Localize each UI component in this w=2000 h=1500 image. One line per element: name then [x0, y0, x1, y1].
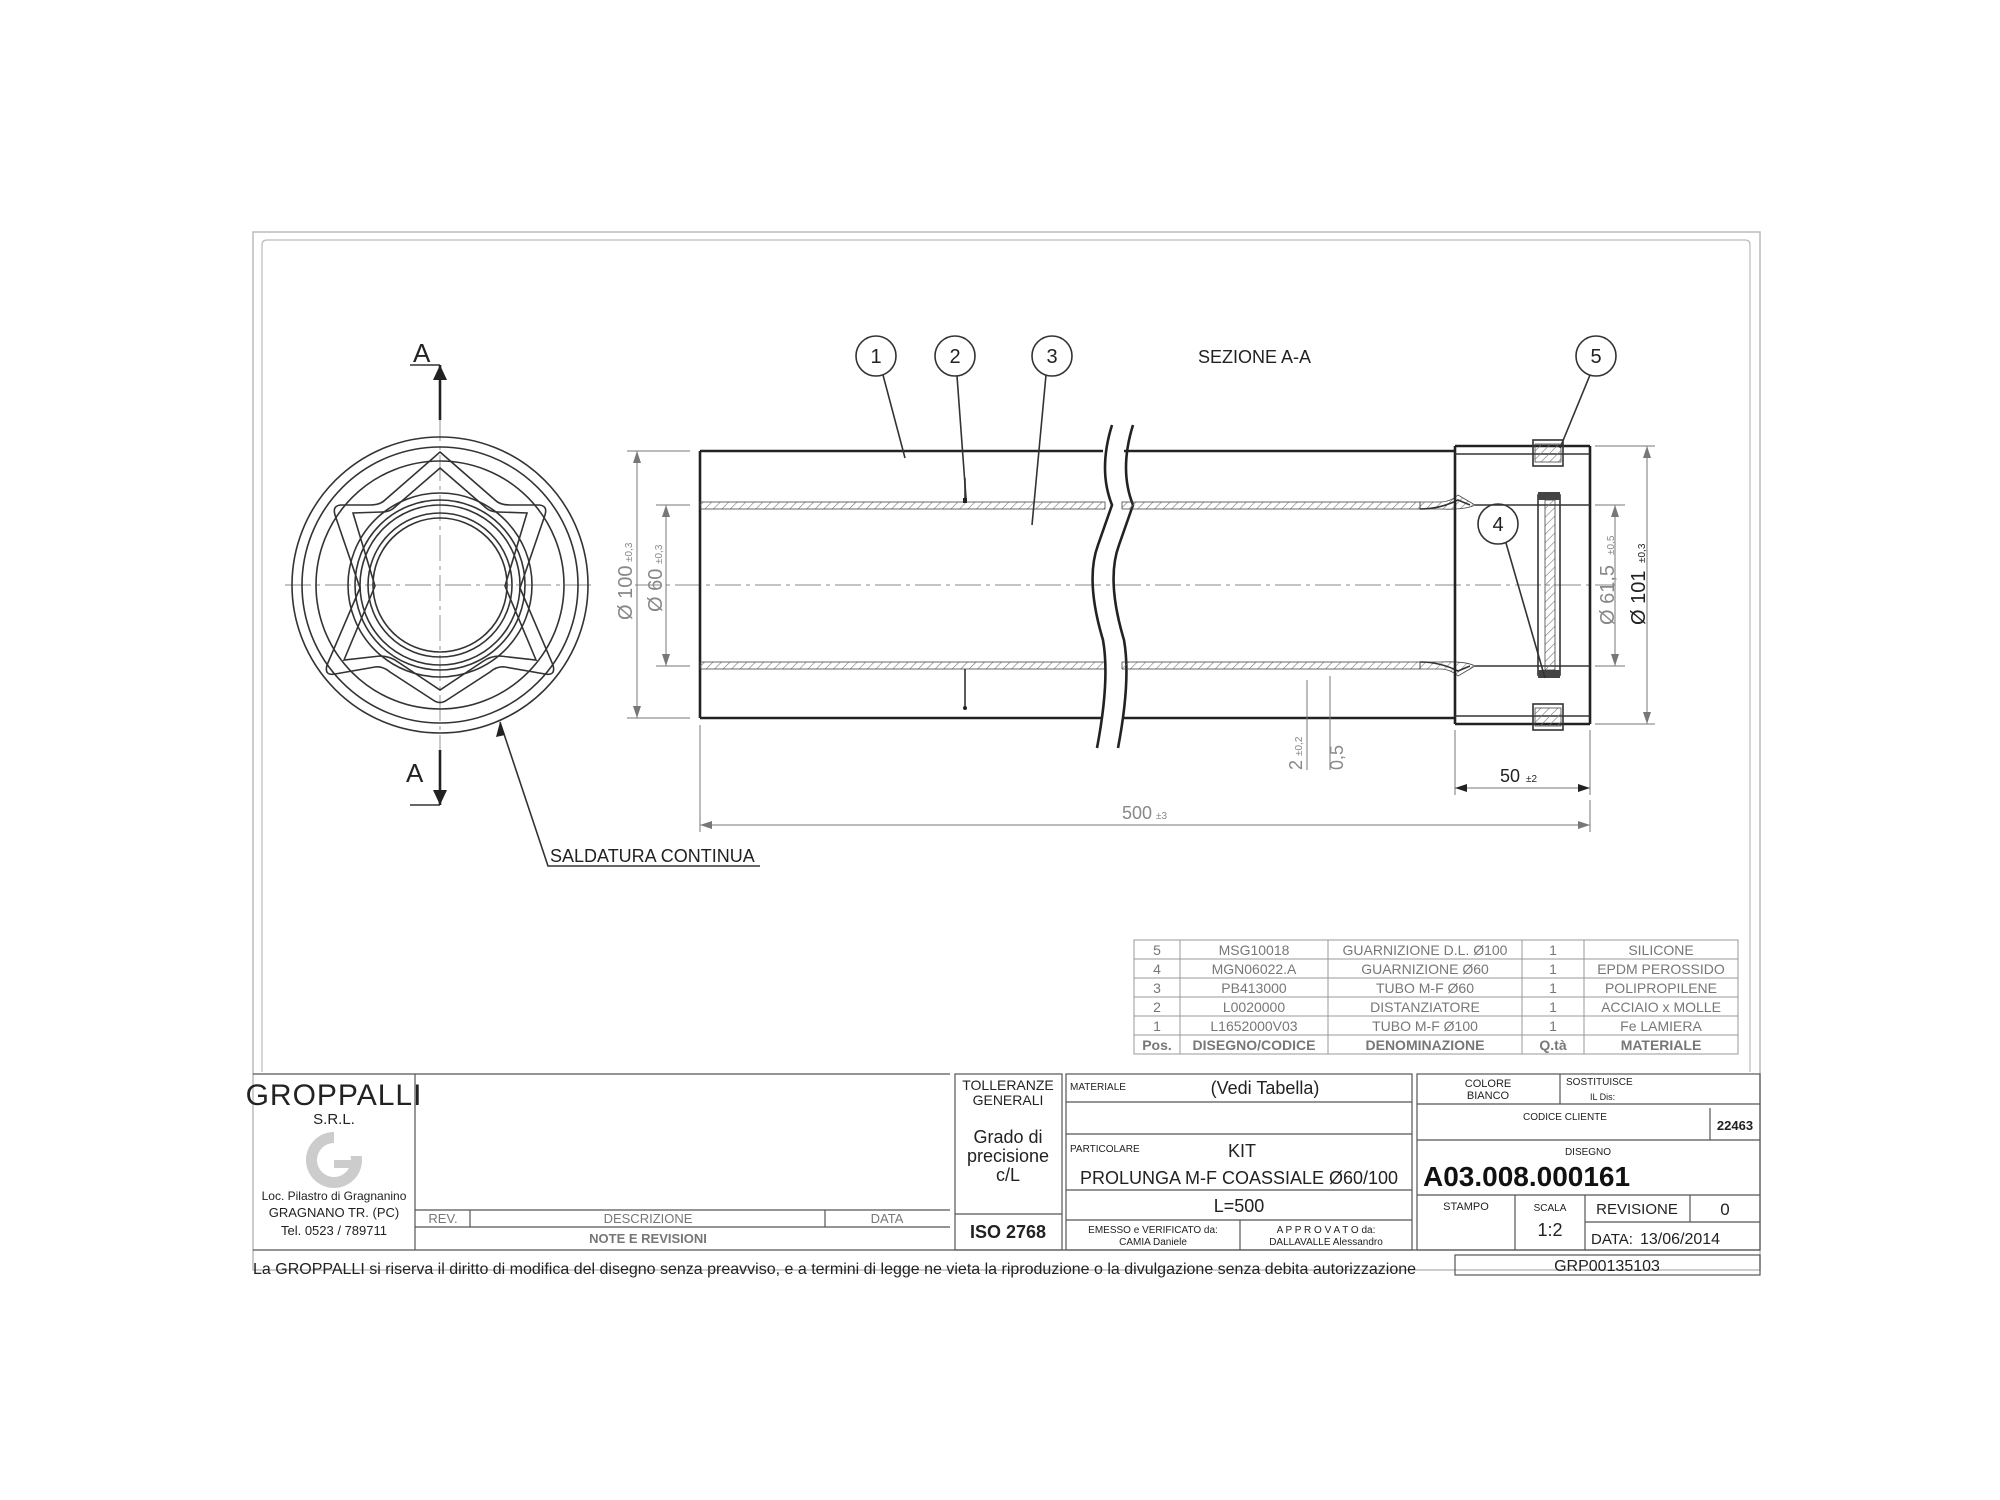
bom-pos: 4: [1153, 961, 1161, 977]
dim-thk05: 0,5: [1327, 744, 1347, 770]
bom-name: GUARNIZIONE Ø60: [1361, 961, 1489, 977]
balloon-4: 4: [1492, 514, 1504, 536]
bom-material: POLIPROPILENE: [1604, 980, 1718, 996]
balloon-1: 1: [870, 346, 882, 368]
bom-code: L1652000V03: [1210, 1018, 1298, 1034]
tolerances-label-1: TOLLERANZE: [962, 1077, 1054, 1093]
weld-note: SALDATURA CONTINUA: [550, 846, 755, 866]
end-view: [285, 338, 760, 866]
sheet-inner-border: [262, 240, 1750, 1072]
company-type: S.R.L.: [313, 1111, 355, 1128]
company-name: GROPPALLI: [245, 1079, 423, 1112]
balloon-2: 2: [949, 346, 961, 368]
bom-code: L0020000: [1222, 999, 1286, 1015]
dim-d615-tol: ±0,5: [1606, 535, 1617, 555]
date-label: DATA: [870, 1211, 904, 1226]
balloon-3: 3: [1046, 346, 1058, 368]
scale-value: 1:2: [1537, 1220, 1563, 1240]
description-line-2: L=500: [1213, 1196, 1265, 1216]
dim-len500-tol: ±3: [1156, 811, 1168, 822]
bom-code: MSG10018: [1218, 942, 1290, 958]
date-prefix: DATA:: [1591, 1231, 1633, 1248]
address-line-1: Loc. Pilastro di Gragnanino: [261, 1189, 407, 1203]
bom-qty: 1: [1549, 961, 1557, 977]
bom-name: TUBO M-F Ø100: [1372, 1018, 1478, 1034]
dim-d100-tol: ±0,3: [624, 542, 635, 562]
dim-d60: Ø 60: [645, 568, 667, 612]
dim-d615: Ø 61,5: [1597, 564, 1619, 625]
date-value: 13/06/2014: [1640, 1231, 1721, 1248]
client-code: 22463: [1716, 1118, 1754, 1133]
issued-by: CAMIA Daniele: [1119, 1237, 1187, 1248]
section-title: SEZIONE A-A: [1198, 347, 1312, 367]
dim-len50-tol: ±2: [1526, 774, 1538, 785]
scale-label: SCALA: [1533, 1203, 1567, 1214]
part-value: KIT: [1227, 1141, 1257, 1161]
material-value: (Vedi Tabella): [1210, 1078, 1320, 1098]
bom-pos: 2: [1153, 999, 1161, 1015]
part-label: PARTICOLARE: [1070, 1144, 1140, 1155]
drawing-number: A03.008.000161: [1423, 1161, 1631, 1192]
replaces-label: SOSTITUISCE: [1566, 1077, 1633, 1088]
dim-thk2-tol: ±0,2: [1294, 736, 1305, 756]
bom-qty: 1: [1549, 942, 1557, 958]
dim-thk2: 2: [1286, 759, 1306, 770]
bom-header-pos: Pos.: [1142, 1037, 1172, 1053]
replaces-sub: IL Dis:: [1590, 1092, 1616, 1102]
dim-d101: Ø 101: [1628, 570, 1650, 625]
bill-of-materials: [1134, 940, 1738, 1054]
dim-len50: 50: [1500, 766, 1521, 786]
title-block: [246, 1074, 1760, 1275]
tolerances-label-2: GENERALI: [972, 1092, 1044, 1108]
bom-pos: 3: [1153, 980, 1161, 996]
dim-d60-tol: ±0,3: [654, 544, 665, 564]
section-mark-top: A: [413, 338, 431, 368]
precision-line-1: Grado di: [973, 1127, 1043, 1147]
bom-qty: 1: [1549, 980, 1557, 996]
notes-label: NOTE E REVISIONI: [589, 1231, 707, 1246]
bom-row-2: [1153, 999, 1721, 1015]
bom-material: EPDM PEROSSIDO: [1597, 961, 1725, 977]
bom-material: Fe LAMIERA: [1620, 1018, 1702, 1034]
dim-d100: Ø 100: [615, 565, 637, 620]
footer-disclaimer: La GROPPALLI si riserva il diritto di modifica del disegno senza preavviso, e a termini di legge ne vieta la riproduzione o la divulgazione senza debita autorizzazione: [253, 1261, 1417, 1278]
color-label: COLORE: [1464, 1078, 1512, 1090]
rev-label: REV.: [428, 1211, 458, 1226]
section-view: [615, 336, 1655, 832]
section-mark-bottom: A: [406, 758, 424, 788]
bom-row-1: [1153, 1018, 1702, 1034]
bom-row-3: [1153, 980, 1717, 996]
stamp-label: STAMPO: [1443, 1201, 1489, 1213]
bom-code: PB413000: [1221, 980, 1287, 996]
bom-name: DISTANZIATORE: [1370, 999, 1480, 1015]
bom-row-4: [1153, 961, 1725, 977]
approved-label: A P P R O V A T O da:: [1276, 1225, 1376, 1236]
grp-code: GRP00135103: [1554, 1258, 1660, 1275]
drawing-label: DISEGNO: [1564, 1147, 1612, 1158]
issued-label: EMESSO e VERIFICATO da:: [1088, 1225, 1218, 1236]
description-line-1: PROLUNGA M-F COASSIALE Ø60/100: [1079, 1168, 1399, 1188]
bom-row-5: [1153, 942, 1694, 958]
precision-line-3: c/L: [995, 1165, 1021, 1185]
bom-material: ACCIAIO x MOLLE: [1601, 999, 1721, 1015]
bom-header-qty: Q.tà: [1539, 1037, 1567, 1053]
bom-qty: 1: [1549, 999, 1557, 1015]
bom-qty: 1: [1549, 1018, 1557, 1034]
material-label: MATERIALE: [1070, 1082, 1126, 1093]
approved-by: DALLAVALLE Alessandro: [1269, 1237, 1383, 1248]
revision-label: REVISIONE: [1596, 1201, 1678, 1218]
dim-len500: 500: [1122, 803, 1153, 823]
revision-value: 0: [1720, 1200, 1730, 1219]
bom-header-row: [1142, 1037, 1701, 1053]
address-line-2: GRAGNANO TR. (PC): [268, 1205, 400, 1220]
precision-line-2: precisione: [966, 1146, 1050, 1166]
bom-name: TUBO M-F Ø60: [1375, 980, 1475, 996]
phone: Tel. 0523 / 789711: [280, 1223, 388, 1238]
bom-pos: 1: [1153, 1018, 1161, 1034]
dim-d101-tol: ±0,3: [1637, 543, 1648, 563]
bom-code: MGN06022.A: [1211, 961, 1297, 977]
company-logo: [306, 1132, 364, 1188]
balloon-5: 5: [1590, 346, 1602, 368]
iso-standard: ISO 2768: [969, 1222, 1047, 1242]
client-code-label: CODICE CLIENTE: [1523, 1112, 1607, 1123]
bom-header-code: DISEGNO/CODICE: [1192, 1037, 1316, 1053]
bom-material: SILICONE: [1628, 942, 1694, 958]
bom-name: GUARNIZIONE D.L. Ø100: [1342, 942, 1508, 958]
bom-pos: 5: [1153, 942, 1161, 958]
bom-header-material: MATERIALE: [1620, 1037, 1702, 1053]
desc-label: DESCRIZIONE: [603, 1211, 693, 1226]
bom-header-name: DENOMINAZIONE: [1365, 1037, 1485, 1053]
color-value: BIANCO: [1466, 1090, 1510, 1102]
